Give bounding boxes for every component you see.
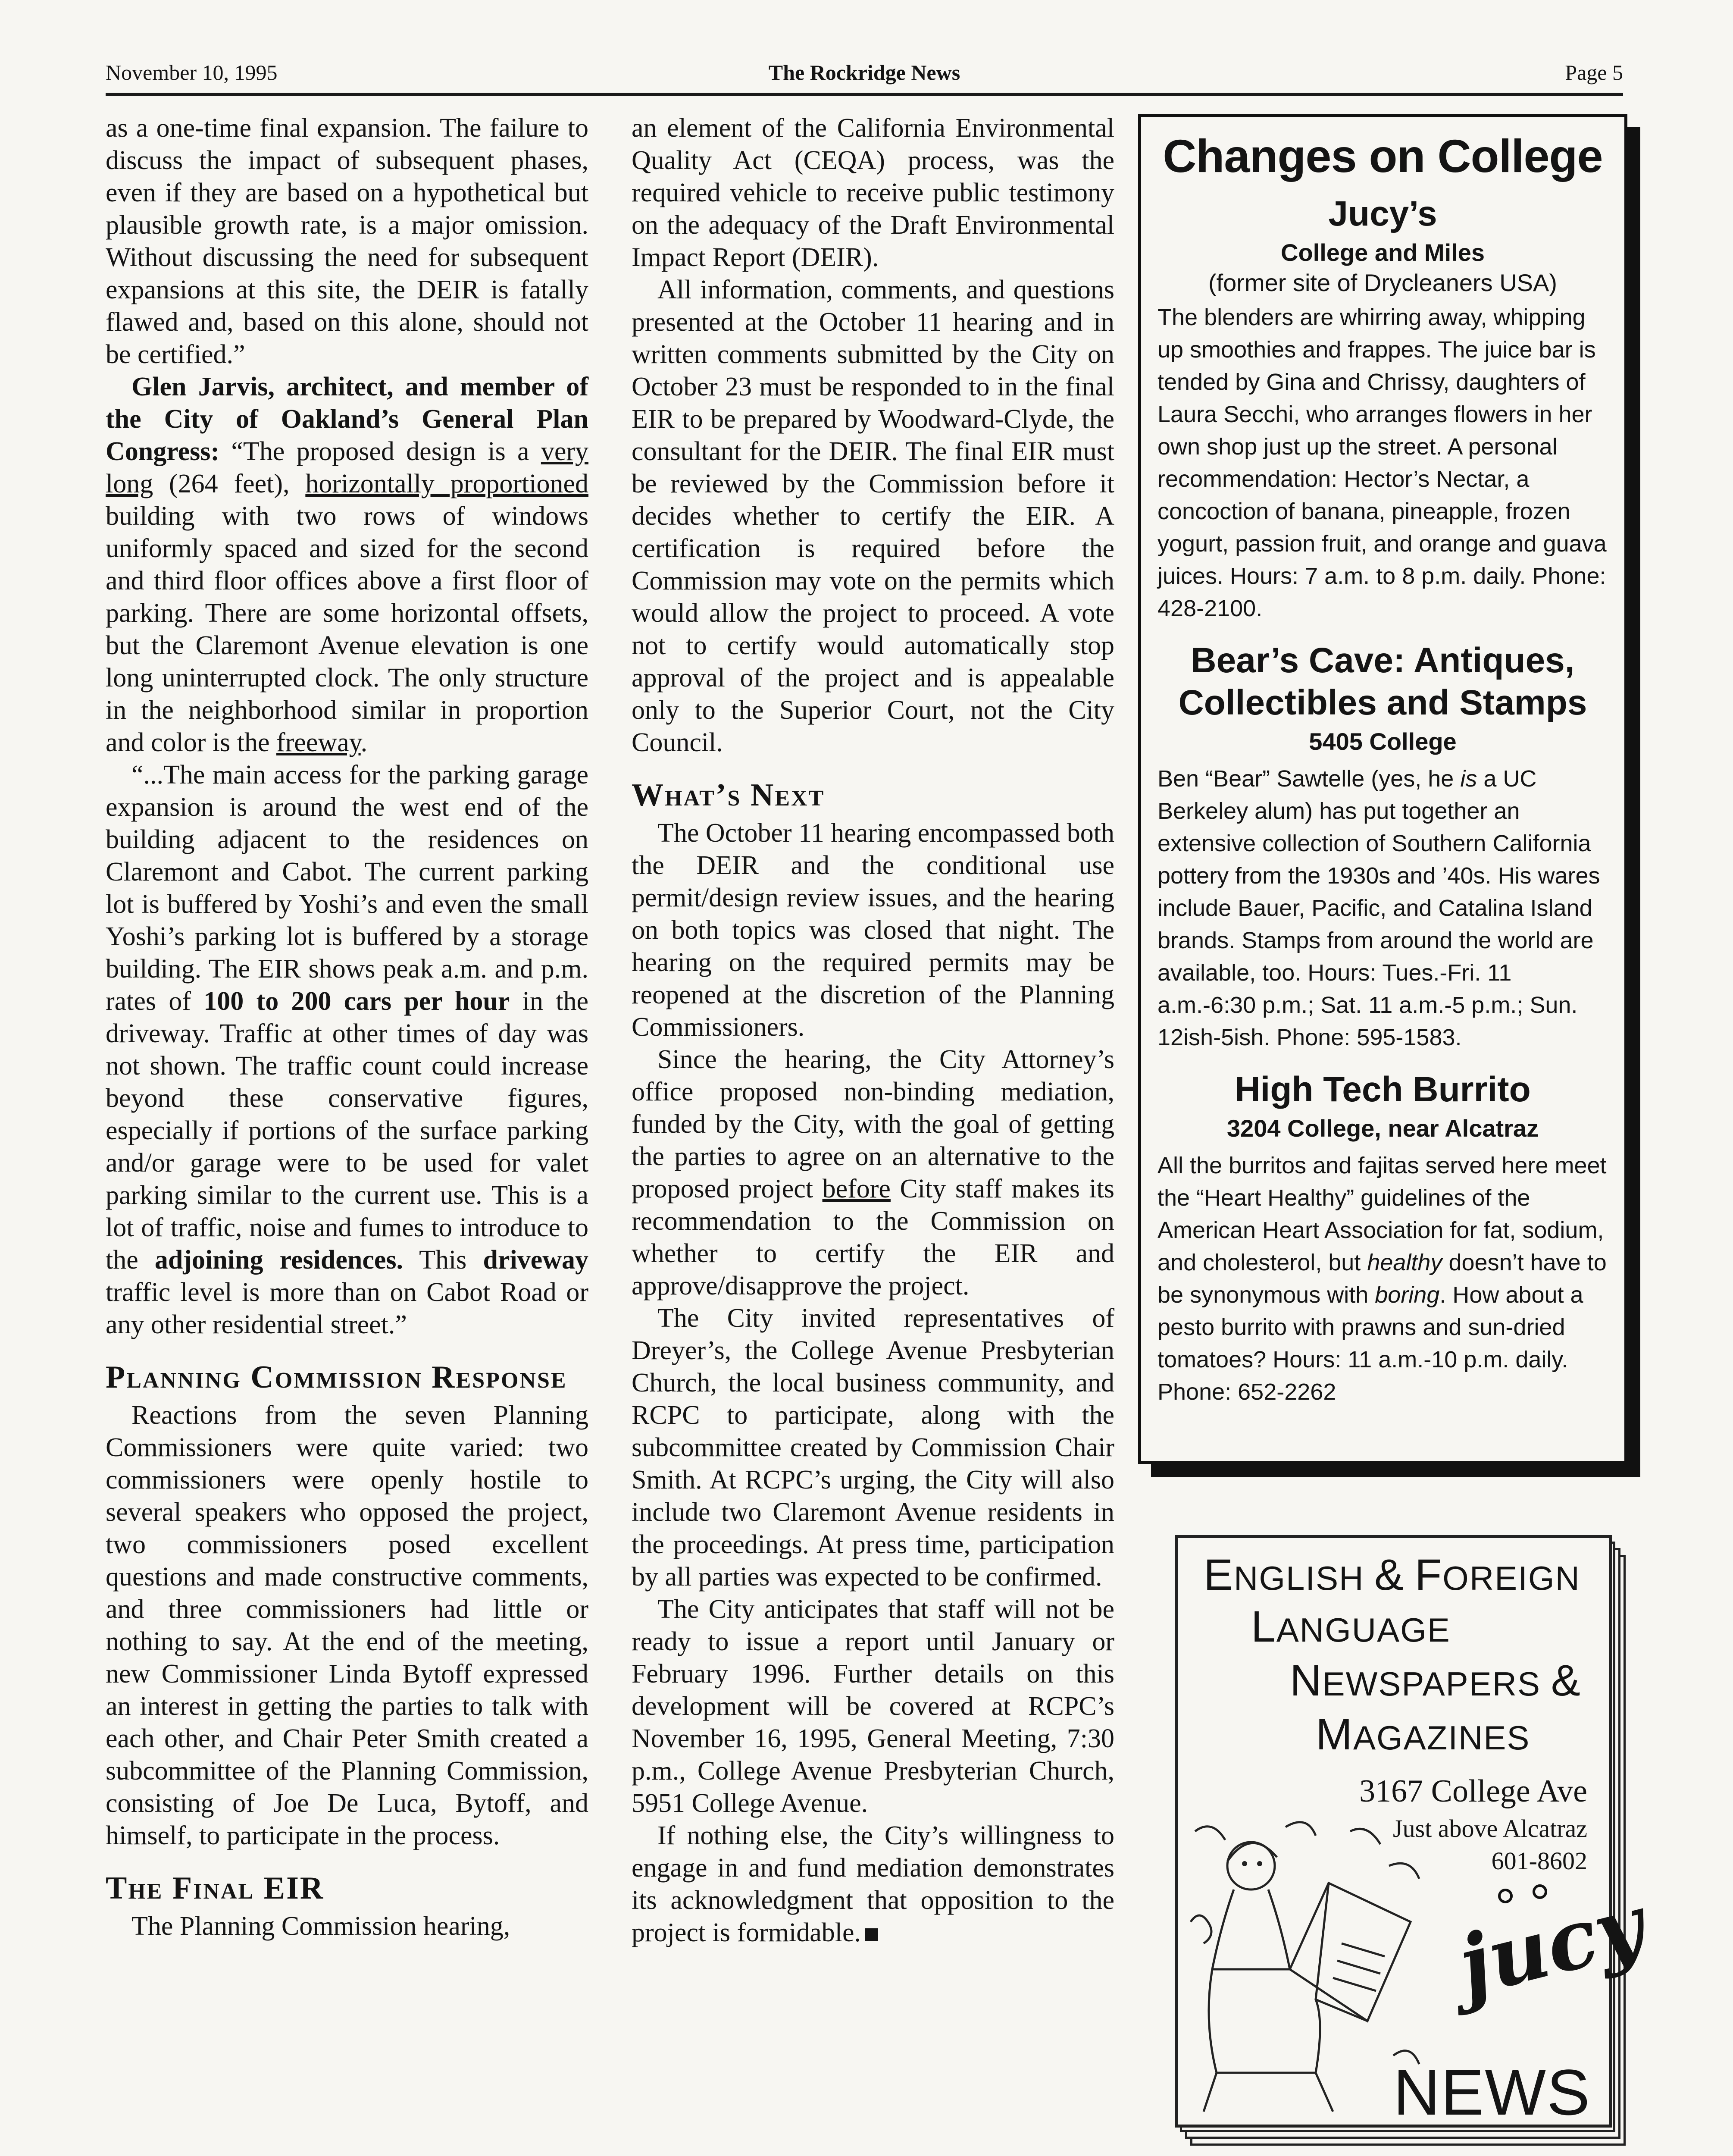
paragraph: an element of the California Environmental Quality Act (CEQA) process, was the required vehicle to receive public testimony on the adequacy of the Draft Environmental Impact Report (DEIR). xyxy=(632,113,1114,272)
text: “The proposed design is a xyxy=(219,437,541,466)
underlined-text: before xyxy=(822,1174,891,1203)
ad-line-1 xyxy=(1204,1550,1580,1599)
sidebar-title: Changes on College xyxy=(1163,130,1603,182)
business-description xyxy=(1157,763,1608,1054)
text: doesn’t have to be synonymous with xyxy=(1157,1250,1607,1308)
ad-word: NGLISH xyxy=(1234,1559,1364,1597)
ad-line-4 xyxy=(1316,1710,1530,1759)
paragraph xyxy=(632,1820,1114,1949)
italic-text: healthy xyxy=(1367,1250,1442,1275)
end-mark-icon xyxy=(865,1928,878,1941)
business-name: Jucy’s xyxy=(1328,194,1437,233)
ad-ampersand: & xyxy=(1374,1550,1405,1599)
business-description xyxy=(1157,1150,1608,1408)
italic-text: is xyxy=(1460,766,1477,792)
paragraph xyxy=(106,759,588,1341)
text: City staff makes its recommendation to the Commission on whether to certify the EIR and approve/disapprove the project. xyxy=(632,1174,1114,1300)
section-heading: Planning Commission Response xyxy=(106,1360,567,1395)
text: traffic level is more than on Cabot Road or any other residential street.” xyxy=(106,1278,588,1339)
paragraph: The Planning Commission hearing, xyxy=(131,1912,510,1941)
ad-word: ANGUAGE xyxy=(1276,1611,1451,1649)
paragraph: The City invited representatives of Dreyer’s, the College Avenue Presbyterian Church, the local business community, and RCPC to participate, along with the subcommittee created by Commission Chair Smith. At RCPC’s urging, the City will also include two Claremont Avenue residents in the proceedings. At press time, participation by all parties was expected to be confirmed. xyxy=(632,1304,1114,1592)
ad-address: 3167 College Ave xyxy=(1359,1774,1587,1809)
text: . xyxy=(360,728,368,757)
text: building with two rows of windows uniformly spaced and sized for the second and third floor offices above a first floor of parking. There are some horizontal offsets, but the Claremont Avenue elevation is one long uninterrupted clock. The only structure in the neighborhood similar in proportion and color is the xyxy=(106,501,588,757)
paragraph: The October 11 hearing encompassed both the DEIR and the conditional use permit/design review issues, and the hearing on both topics was closed that night. The hearing on the required permits may be reopened at the discretion of the Planning Commissioners. xyxy=(632,818,1114,1042)
sidebar-box xyxy=(1138,114,1627,1464)
business-name: Bear’s Cave: Antiques, Collectibles and Stamps xyxy=(1178,641,1587,722)
ad-initial: L xyxy=(1251,1602,1276,1651)
paragraph: as a one-time final expansion. The failure to discuss the impact of subsequent phases, even if they are based on a hypothetical but plausible growth rate, is a major omission. Without discussing the need for subsequent expansions at this site, the DEIR is fatally flawed and, based on this alone, should not be certified.” xyxy=(106,113,588,369)
business-name: High Tech Burrito xyxy=(1235,1070,1531,1109)
bold-text: driveway xyxy=(483,1245,588,1275)
underlined-text: freeway xyxy=(276,728,361,757)
text: This xyxy=(403,1245,483,1275)
ad-ampersand: & xyxy=(1551,1656,1581,1705)
jucy-logo xyxy=(1449,1876,1654,2015)
section-heading: The Final EIR xyxy=(106,1871,325,1906)
paper-name: The Rockridge News xyxy=(768,60,960,85)
ad-initial: M xyxy=(1316,1710,1353,1759)
ad-word: OREIGN xyxy=(1442,1559,1580,1597)
paragraph: Reactions from the seven Planning Commissioners were quite varied: two commissioners were openly hostile to several speakers who opposed the project, two commissioners posed excellent questions and made constructive comments, and three commissioners had little or nothing to say. At the end of the meeting, new Commissioner Linda Bytoff expressed an interest in getting the parties to talk with each other, and Chair Peter Smith created a subcommittee of the Planning Commission, consisting of Joe De Luca, Bytoff, and himself, to participate in the process. xyxy=(106,1401,588,1850)
speaker-lead: Glen Jarvis, architect, and member of the City of Oakland’s General Plan Congress: xyxy=(106,372,588,466)
article-column-1 xyxy=(106,112,588,1943)
ad-phone: 601-8602 xyxy=(1491,1847,1587,1875)
ad-initial: F xyxy=(1414,1550,1443,1599)
jucy-logo-text: jucy xyxy=(1449,1876,1654,2015)
underlined-text: very long xyxy=(106,437,588,498)
text: Ben “Bear” Sawtelle (yes, he xyxy=(1157,766,1461,792)
ad-word: EWSPAPERS xyxy=(1322,1665,1541,1703)
paragraph xyxy=(632,1044,1114,1302)
business-note: (former site of Drycleaners USA) xyxy=(1208,269,1558,296)
reader-illustration-icon xyxy=(1186,1814,1428,2116)
business-description: The blenders are whirring away, whipping up smoothies and frappes. The juice bar is tended by Gina and Chrissy, daughters of Laura Secchi, who arranges flowers in her own shop just up the street. A personal recommendation: Hector’s Nectar, a concoction of banana, pineapple, frozen yogurt, passion fruit, and orange and guava juices. Hours: 7 a.m. to 8 p.m. daily. Phone: 428-2100. xyxy=(1157,304,1607,621)
business-address: 5405 College xyxy=(1309,728,1457,755)
italic-text: boring xyxy=(1375,1282,1440,1308)
paragraph: All information, comments, and questions presented at the October 11 hearing and in written comments submitted by the City on October 23 must be responded to in the final EIR to be prepared by Woodward-Clyde, the consultant for the DEIR. The final EIR must be reviewed by the Commission before it decides whether to certify the EIR. A certification is required before the Commission may vote on the permits which would allow the project to proceed. A vote not to certify would automatically stop approval of the project and is appealable only to the Superior Court, not the City Council. xyxy=(632,275,1114,757)
ad-news-word: NEWS xyxy=(1393,2056,1591,2128)
business-address: 3204 College, near Alcatraz xyxy=(1226,1115,1539,1142)
page-number: Page 5 xyxy=(1565,60,1623,85)
text: “...The main access for the parking garage expansion is around the west end of the building adjacent to the residences on Claremont and Cabot. The current parking lot is buffered by Yoshi’s and even the small Yoshi’s parking lot is buffered by a storage building. The EIR shows peak a.m. and p.m. rates of xyxy=(106,760,588,1016)
business-address: College and Miles xyxy=(1281,239,1485,266)
section-heading: What’s Next xyxy=(632,777,825,813)
advertisement xyxy=(1175,1535,1654,2147)
text: Since the hearing, the City Attorney’s office proposed non-binding mediation, funded by the City, with the goal of getting the parties to agree on an alternative to the proposed project xyxy=(632,1045,1114,1203)
issue-date: November 10, 1995 xyxy=(106,60,278,85)
underlined-text: horizontally proportioned xyxy=(305,469,588,498)
text: If nothing else, the City’s willingness to engage in and fund mediation demonstrates its acknowledgment that opposition to the project is formidable. xyxy=(632,1821,1114,1947)
ad-initial: N xyxy=(1290,1656,1323,1705)
bold-text: adjoining residences. xyxy=(154,1245,404,1275)
ad-location: Just above Alcatraz xyxy=(1393,1814,1587,1843)
ad-line-2 xyxy=(1251,1602,1451,1651)
ad-line-3 xyxy=(1290,1656,1581,1705)
text: All the burritos and fajitas served here meet the “Heart Healthy” guidelines of the American Heart Association for fat, sodium, and cholesterol, but xyxy=(1157,1153,1607,1275)
ad-word: AGAZINES xyxy=(1353,1719,1530,1757)
article-column-2 xyxy=(632,112,1114,1949)
paragraph: The City anticipates that staff will not be ready to issue a report until January or February 1996. Further details on this development will be covered at RCPC’s November 16, 1995, General Meeting, 7:30 p.m., College Avenue Presbyterian Church, 5951 College Avenue. xyxy=(632,1595,1114,1818)
page-header xyxy=(106,41,1623,96)
ad-front-panel xyxy=(1175,1535,1654,2128)
text: in the driveway. Traffic at other times of day was not shown. The traffic count could increase beyond these conservative figures, especially if portions of the surface parking and/or garage were to be used for valet parking similar to the current use. This is a lot of traffic, noise and fumes to introduce to the xyxy=(106,987,588,1275)
text: a UC Berkeley alum) has put together an extensive collection of Southern California pottery from the 1930s and ’40s. His wares include Bauer, Pacific, and Catalina Island brands. Stamps from around the world are available, too. Hours: Tues.-Fri. 11 a.m.-6:30 p.m.; Sat. 11 a.m.-5 p.m.; Sun. 12ish-5ish. Phone: 595-1583. xyxy=(1157,766,1600,1050)
ad-initial: E xyxy=(1204,1550,1234,1599)
text: (264 feet), xyxy=(153,469,306,498)
text: . How about a pesto burrito with prawns and sun-dried tomatoes? Hours: 11 a.m.-10 p.m. daily. Phone: 652-2262 xyxy=(1157,1282,1583,1405)
bold-text: 100 to 200 cars per hour xyxy=(203,987,510,1016)
paragraph xyxy=(106,371,588,759)
